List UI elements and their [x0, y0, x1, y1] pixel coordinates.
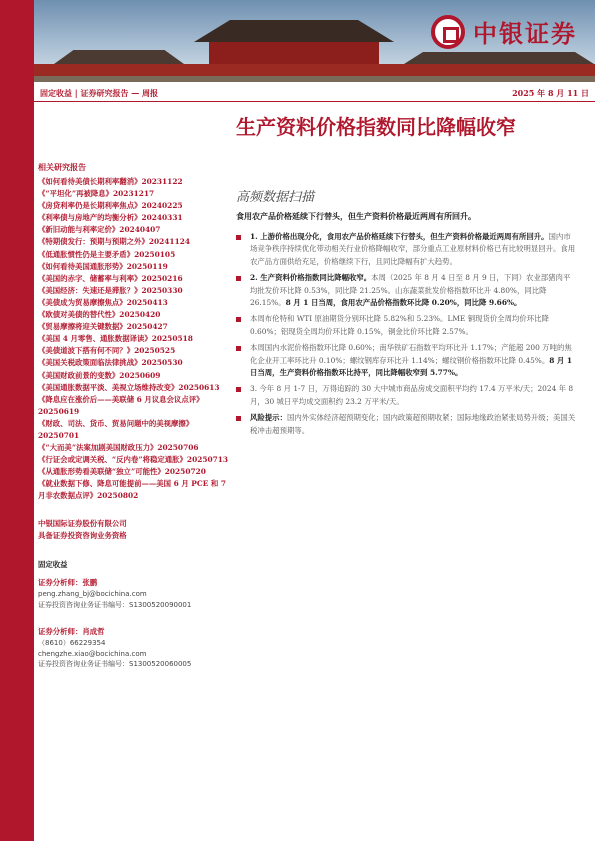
related-report-item[interactable]: 《美国财政前景的变数》20250609	[38, 370, 161, 380]
key-point-item	[236, 231, 576, 268]
key-point-item	[236, 412, 576, 437]
key-point-bold-conclusion: 8 月 1 日当周，食用农产品价格指数环比降 0.20%，同比降 9.66%。	[285, 298, 522, 308]
bullet-square-icon	[236, 387, 241, 392]
related-report-item[interactable]: 《欧债对美债的替代性》20250420	[38, 310, 161, 320]
related-report-item[interactable]: 《就业数据下修、降息可能提前——美国 6 月 PCE 和 7 月非农数据点评》20250802	[38, 479, 227, 501]
analyst-2	[38, 626, 238, 670]
related-report-item[interactable]: 《美国的赤字、储蓄率与利率》20250216	[38, 273, 183, 283]
related-report-item[interactable]: 《贸易摩擦将迎关键数据》20250427	[38, 322, 168, 332]
related-list	[38, 176, 230, 503]
related-report-item[interactable]: 《特期债发行：预期与预期之外》20241124	[38, 237, 191, 247]
key-point-text: 3. 今年 8 月 1-7 日，万得追踪的 30 大中城市商品房成交面积平均约 17.4 万平米/天；2024 年 8 月，30 城日平均成交面积约 23.2 万平米/天。	[250, 384, 574, 406]
banner-roof-right	[404, 52, 594, 64]
related-report-item[interactable]: 《如何看待美债长期利率翻消》20231122	[38, 177, 183, 186]
header-banner-image	[34, 0, 595, 82]
related-research-sidebar	[38, 162, 230, 503]
key-point-bold: 2. 生产资料价格指数同比降幅收窄。	[250, 273, 372, 283]
related-report-item[interactable]: 《新旧动能与利率定价》20240407	[38, 225, 161, 235]
related-report-item[interactable]: 《如何看待美国通胀形势》20250119	[38, 261, 168, 271]
report-type: 固定收益 | 证券研究报告 — 周报	[40, 88, 159, 98]
key-points	[236, 231, 576, 441]
analyst-1	[38, 577, 238, 610]
key-point-bold-conclusion: 8 月 1 日当周，生产资料价格指数环比持平，同比降幅收窄到 5.77%。	[250, 355, 573, 378]
related-report-item[interactable]: 《行证会或定调关税、“反内卷”将稳定通胀》20250713	[38, 455, 229, 465]
analyst-1-label: 证券分析师：张鹏	[38, 578, 98, 587]
key-point-item	[236, 342, 576, 379]
key-point-bold: 风险提示：	[250, 413, 287, 423]
brand-logo	[431, 14, 577, 49]
related-report-item[interactable]: 《利率债与房地产的均衡分析》20240331	[38, 213, 183, 223]
company-qualification: 具备证券投资咨询业务资格	[38, 531, 127, 540]
left-accent-bar	[0, 0, 34, 841]
key-point-text: 本周国内水泥价格指数环比降 0.60%；南华铁矿石指数平均环比升 1.17%；产能超 200 万吨的焦化企业开工率环比升 0.10%；螺纹钢库存环比升 1.14%；螺纹钢价格指数环比降 0.45%。	[250, 343, 572, 365]
analyst-2-phone: （8610）66229354	[38, 639, 106, 647]
report-subtitle: 高频数据扫描	[236, 190, 315, 205]
banner-roof-main	[194, 20, 394, 42]
analyst-2-cert: 证券投资咨询业务证书编号：S1300520060005	[38, 660, 192, 668]
analyst-2-label: 证券分析师：肖成哲	[38, 627, 105, 636]
key-point-item	[236, 383, 576, 408]
bullet-square-icon	[236, 235, 241, 240]
related-report-item[interactable]: 《降息应在涨价后——美联储 6 月议息会议点评》20250619	[38, 394, 204, 416]
related-report-item[interactable]: 《美国通胀数据平淡、美视立场维持改变》20250613	[38, 382, 220, 392]
bullet-square-icon	[236, 346, 241, 351]
related-report-item[interactable]: 《美国经济：失速还是滞胀？》20250330	[38, 285, 183, 295]
related-report-item[interactable]: 《房贷利率仍是长期利率焦点》20240225	[38, 201, 183, 211]
report-title: 生产资料价格指数同比降幅收窄	[236, 115, 516, 139]
analyst-2-email[interactable]: chengzhe.xiao@bocichina.com	[38, 649, 147, 658]
related-report-item[interactable]: 《美国 4 月零售、通胀数据译读》20250518	[38, 334, 193, 344]
related-report-item[interactable]: 《低通胀惯性仍是主要矛盾》20250105	[38, 249, 176, 259]
bullet-square-icon	[236, 416, 241, 421]
brand-name: 中银证券	[473, 20, 577, 48]
related-report-item[interactable]: 《“平坦化”再被降息》20231217	[38, 189, 155, 199]
report-summary: 食用农产品价格延续下行替头，但生产资料价格最近两周有所回升。	[236, 211, 476, 221]
related-report-item[interactable]: 《财政、司法、货币、贸易问题中的美视摩擦》20250701	[38, 418, 194, 440]
analyst-1-cert: 证券投资咨询业务证书编号：S1300520090001	[38, 600, 192, 609]
related-report-item[interactable]: 《美债成为贸易摩擦焦点》20250413	[38, 297, 168, 307]
bullet-square-icon	[236, 317, 241, 322]
bullet-square-icon	[236, 276, 241, 281]
key-point-item	[236, 313, 576, 338]
related-report-item[interactable]: 《从通胀形势看美联储“独立”可能性》20250720	[38, 467, 206, 477]
related-report-item[interactable]: 《“大而美”法案加剧美国财政压力》20250706	[38, 443, 199, 453]
report-date: 2025 年 8 月 11 日	[512, 88, 589, 98]
key-point-bold: 1. 上游价格出现分化，食用农产品价格延续下行替头，但生产资料价格最近两周有所回升。	[250, 232, 549, 241]
company-info	[38, 518, 230, 542]
key-point-text: 国内外实体经济超预期变化；国内政策超预期收紧；国际地缘政治紧张局势升级；美国关税冲击超预期等。	[250, 413, 576, 435]
banner-ground	[34, 76, 595, 82]
related-heading: 相关研究报告	[38, 162, 86, 172]
key-point-item	[236, 272, 576, 309]
boc-logo-icon	[431, 15, 465, 49]
key-point-text: 国内市场竞争秩序持续优化带动相关行业价格降幅收窄，部分重点工业原材料价格已有比较明显回升。食用农产品方面供给充足，价格继续下行，且同比降幅有扩大趋势。	[250, 232, 576, 266]
key-point-text: 本周（2025 年 8 月 4 日至 8 月 9 日，下同）农业部猪肉平均批发价环比降 0.53%，同比降 21.25%。山东蔬菜批发价格指数环比升 4.80%，同比降 26.15%。	[250, 273, 571, 308]
report-header-bar	[34, 86, 595, 102]
related-report-item[interactable]: 《美国关税政策面临法律挑战》20250530	[38, 358, 183, 368]
analyst-1-email[interactable]: peng.zhang_bj@bocichina.com	[38, 590, 147, 598]
related-report-item[interactable]: 《美债道波下搭有何不同？》20250525	[38, 346, 176, 356]
report-category: 固定收益	[38, 560, 68, 569]
banner-roof-left	[54, 50, 184, 64]
company-name: 中银国际证券股份有限公司	[38, 519, 127, 528]
key-point-text: 本周布伦特和 WTI 原油期货分别环比降 5.82%和 5.23%。LME 铜现货价全周均价环比降 0.60%；铝现货全周均价环比降 0.15%，铜金比价环比降 2.57%。	[250, 314, 549, 336]
